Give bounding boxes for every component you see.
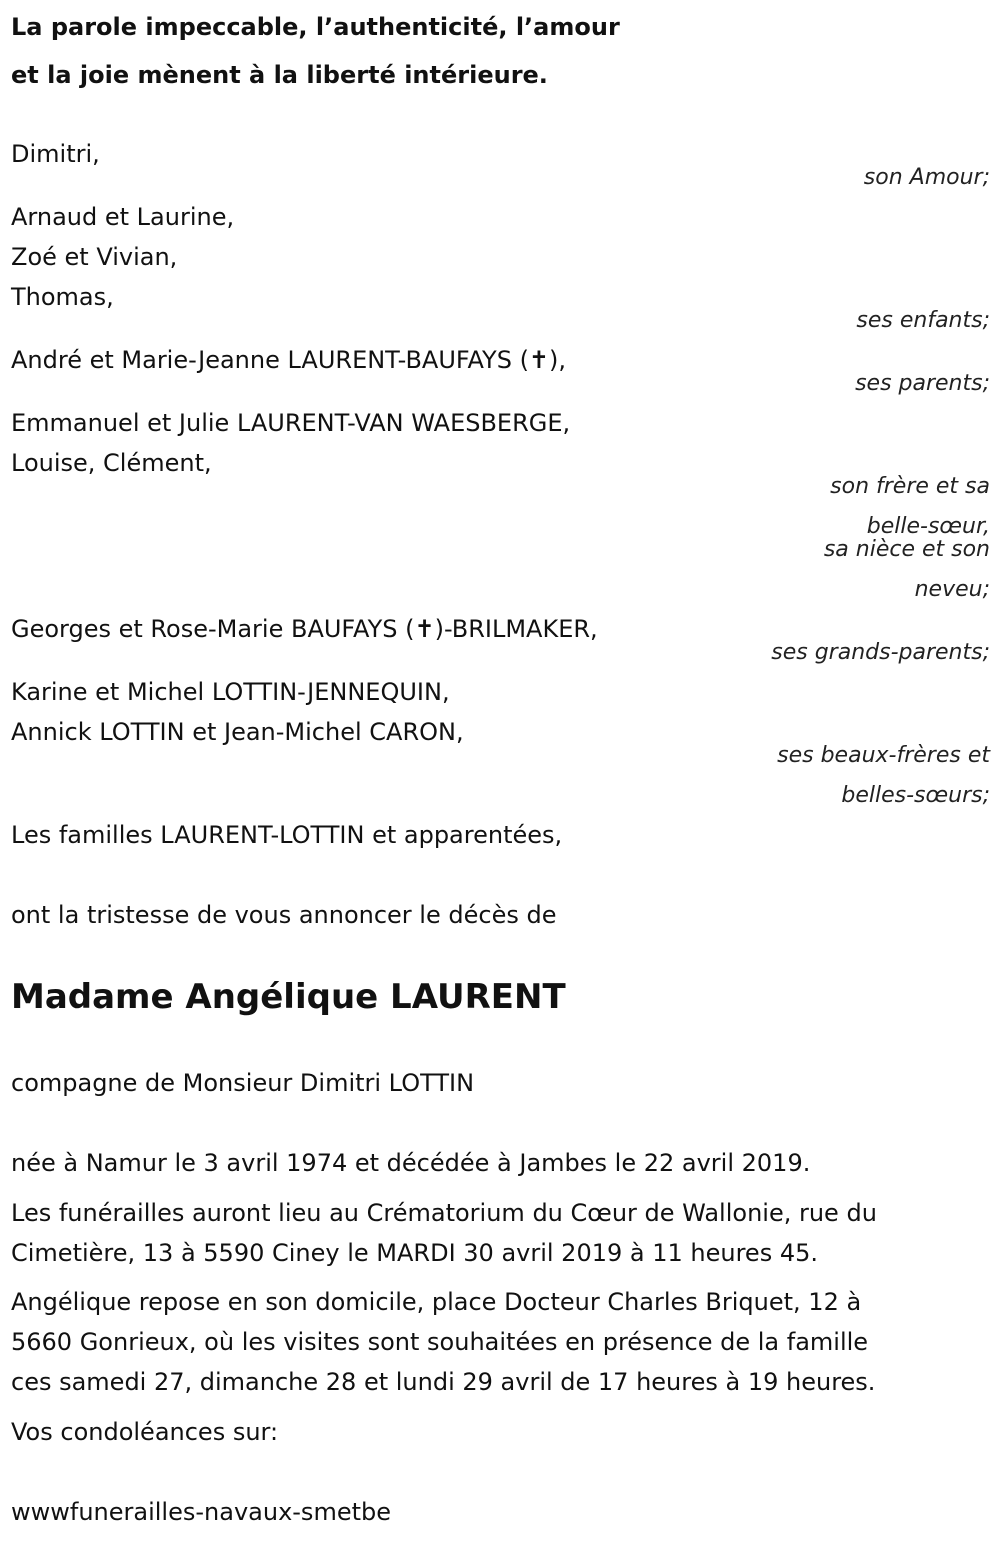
brother-role-line-2: belle-sœur,	[866, 514, 990, 539]
quote-line-2: et la joie mènent à la liberté intérieure.	[11, 61, 548, 89]
families: Les familles LAURENT-LOTTIN et apparentées,	[11, 821, 563, 849]
brother-line-2: Louise, Clément,	[11, 449, 212, 477]
quote-line-1: La parole impeccable, l’authenticité, l’amour	[11, 13, 620, 41]
inlaws-line-1: Karine et Michel LOTTIN-JENNEQUIN,	[11, 678, 450, 706]
deceased-partner: compagne de Monsieur Dimitri LOTTIN	[11, 1069, 475, 1097]
inlaws-role-line-1: ses beaux-frères et	[777, 743, 990, 768]
brother-role-line-1: son frère et sa	[830, 474, 990, 499]
children-role: ses enfants;	[856, 308, 990, 333]
grandparents-role: ses grands-parents;	[771, 640, 990, 665]
funeral-line-1: Les funérailles auront lieu au Crématorium du Cœur de Wallonie, rue du	[11, 1199, 877, 1227]
condolences-label: Vos condoléances sur:	[11, 1418, 279, 1446]
visitation-line-2: 5660 Gonrieux, où les visites sont souhaitées en présence de la famille	[11, 1328, 869, 1356]
funeral-line-2: Cimetière, 13 à 5590 Ciney le MARDI 30 avril 2019 à 11 heures 45.	[11, 1239, 818, 1267]
visitation-line-3: ces samedi 27, dimanche 28 et lundi 29 avril de 17 heures à 19 heures.	[11, 1368, 876, 1396]
brother-line-1: Emmanuel et Julie LAURENT-VAN WAESBERGE,	[11, 409, 571, 437]
niece-role-line-2: neveu;	[914, 577, 990, 602]
child-2: Zoé et Vivian,	[11, 243, 178, 271]
niece-role-line-1: sa nièce et son	[823, 537, 990, 562]
inlaws-role-line-2: belles-sœurs;	[841, 783, 990, 808]
parents: André et Marie-Jeanne LAURENT-BAUFAYS (✝),	[11, 346, 567, 374]
child-1: Arnaud et Laurine,	[11, 203, 235, 231]
inlaws-line-2: Annick LOTTIN et Jean-Michel CARON,	[11, 718, 464, 746]
condolences-website-link[interactable]: wwwfunerailles-navaux-smetbe	[11, 1498, 391, 1526]
grandparents: Georges et Rose-Marie BAUFAYS (✝)-BRILMAKER,	[11, 615, 598, 643]
partner-role: son Amour;	[863, 165, 990, 190]
visitation-line-1: Angélique repose en son domicile, place Docteur Charles Briquet, 12 à	[11, 1288, 862, 1316]
announcement: ont la tristesse de vous annoncer le décès de	[11, 901, 557, 929]
partner-name: Dimitri,	[11, 140, 100, 168]
parents-role: ses parents;	[855, 371, 990, 396]
birth-death-dates: née à Namur le 3 avril 1974 et décédée à Jambes le 22 avril 2019.	[11, 1149, 811, 1177]
child-3: Thomas,	[11, 283, 114, 311]
deceased-name: Madame Angélique LAURENT	[11, 977, 566, 1017]
